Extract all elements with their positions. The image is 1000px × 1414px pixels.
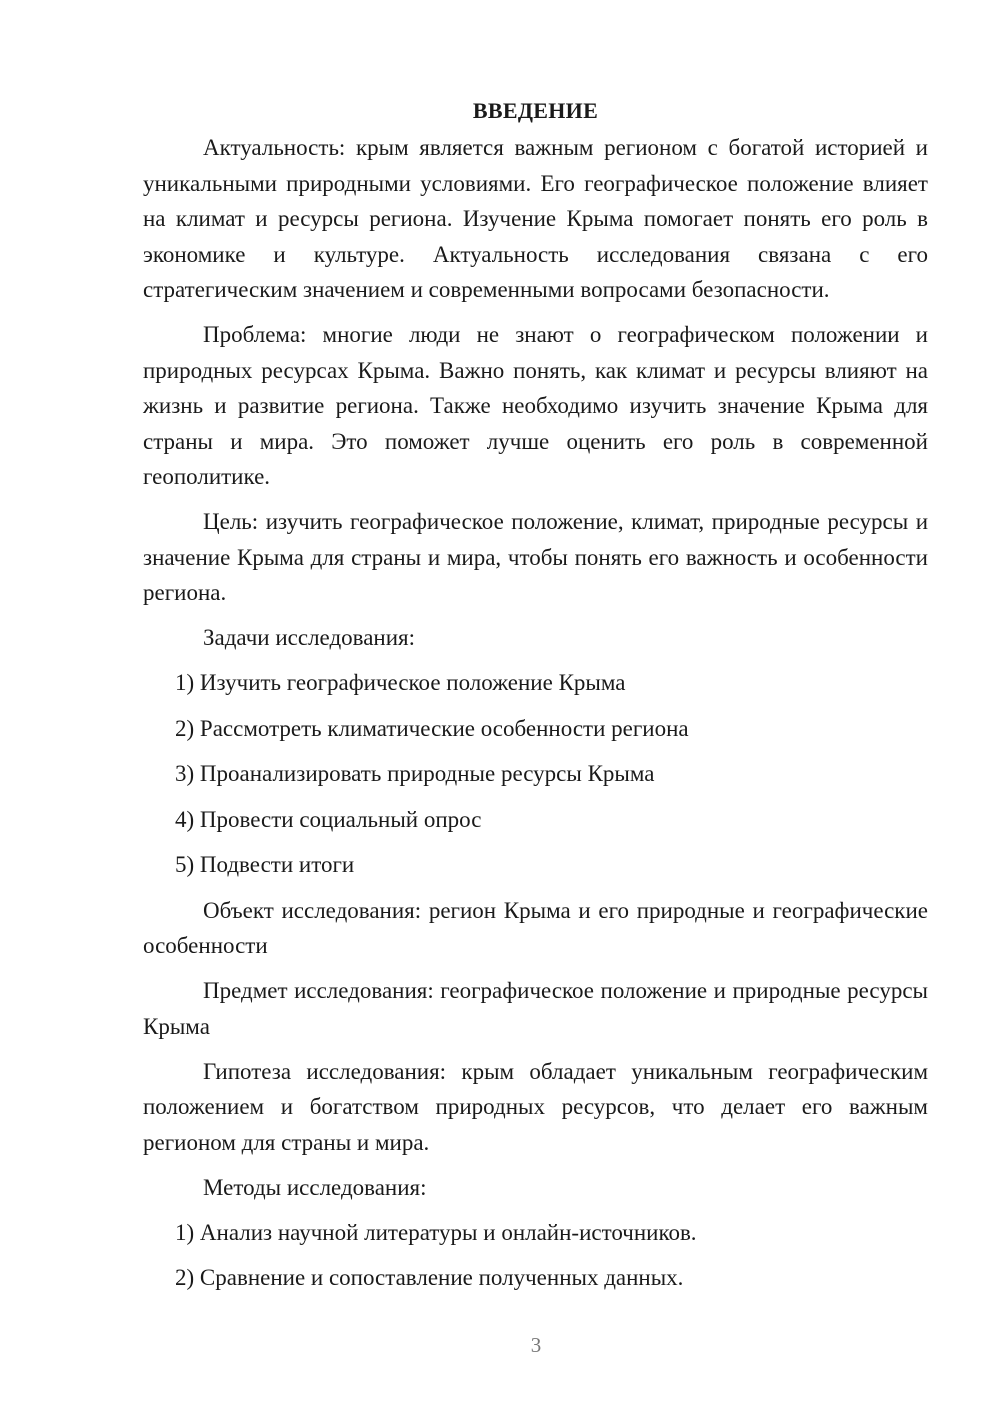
methods-list bbox=[143, 1215, 928, 1296]
page-number: 3 bbox=[530, 1333, 542, 1357]
section-title: ВВЕДЕНИЕ bbox=[472, 98, 599, 123]
hypothesis-paragraph: Гипотеза исследования: крым обладает уникальным географическим положением и богатством природных ресурсов, что делает его важным регионом для страны и мира. bbox=[143, 1058, 928, 1155]
object-paragraph: Объект исследования: регион Крыма и его природные и географические особенности bbox=[143, 897, 928, 958]
list-item: 1) Анализ научной литературы и онлайн-источников. bbox=[175, 1219, 697, 1245]
subject-paragraph: Предмет исследования: географическое положение и природные ресурсы Крыма bbox=[143, 978, 928, 1039]
relevance-paragraph: Актуальность: крым является важным регионом с богатой историей и уникальными природными условиями. Его географическое положение влияет на климат и ресурсы региона. Изучение Крыма помогает понять его роль в экономике и культуре. Актуальность исследования связана с его стратегическим значением и современными вопросами безопасности. bbox=[143, 135, 928, 302]
tasks-list bbox=[143, 665, 928, 883]
list-item: 5) Подвести итоги bbox=[175, 852, 355, 877]
list-item: 2) Рассмотреть климатические особенности региона bbox=[175, 715, 689, 741]
methods-heading: Методы исследования: bbox=[203, 1174, 427, 1200]
goal-paragraph: Цель: изучить географическое положение, климат, природные ресурсы и значение Крыма для страны и мира, чтобы понять его важность и особенности региона. bbox=[143, 509, 928, 605]
list-item: 1) Изучить географическое положение Крыма bbox=[175, 670, 626, 695]
problem-paragraph: Проблема: многие люди не знают о географическом положении и природных ресурсах Крыма. Важно понять, как климат и ресурсы влияют на жизнь и развитие региона. Также необходимо изучить значение Крыма для страны и мира. Это поможет лучше оценить его роль в современной геополитике. bbox=[143, 322, 928, 489]
tasks-heading: Задачи исследования: bbox=[203, 625, 416, 650]
document-page bbox=[143, 96, 928, 1306]
list-item: 4) Провести социальный опрос bbox=[175, 806, 482, 832]
list-item: 2) Сравнение и сопоставление полученных данных. bbox=[175, 1265, 684, 1290]
list-item: 3) Проанализировать природные ресурсы Крыма bbox=[175, 761, 655, 786]
